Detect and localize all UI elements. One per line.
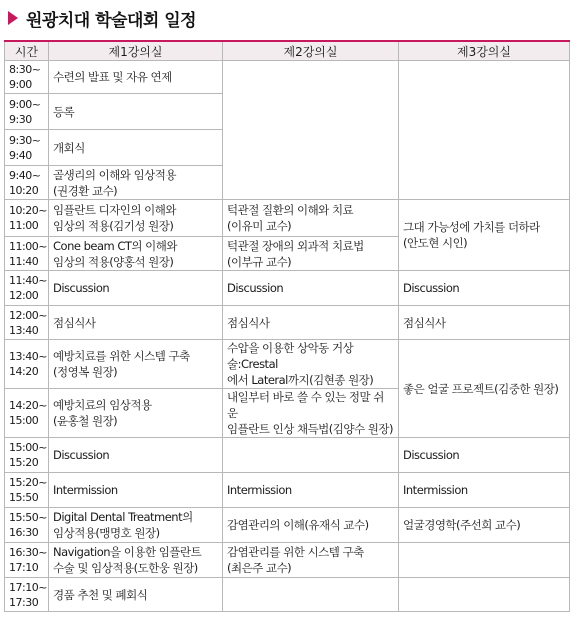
room3-session: 그대 가능성에 가치를 더하라 (안도현 시인)	[399, 200, 570, 271]
time-cell: 15:50~ 16:30	[5, 508, 49, 543]
schedule-table	[4, 40, 570, 612]
room3-empty	[399, 578, 570, 612]
room1-session: Discussion	[49, 438, 223, 473]
time-cell: 11:00~ 11:40	[5, 237, 49, 271]
time-cell: 12:00~ 13:40	[5, 306, 49, 340]
page-title: 원광치대 학술대회 일정	[26, 10, 197, 31]
room1-session: Intermission	[49, 473, 223, 508]
header-room-1: 제1강의실	[49, 41, 223, 61]
time-cell: 9:00~ 9:30	[5, 94, 49, 130]
time-cell: 10:20~ 11:00	[5, 200, 49, 237]
room1-session: Discussion	[49, 271, 223, 306]
room1-session: 경품 추천 및 폐회식	[49, 578, 223, 612]
room1-session: 개회식	[49, 130, 223, 166]
header-room-2: 제2강의실	[223, 41, 399, 61]
room1-session: 임플란트 디자인의 이해와 임상의 적용(김기성 원장)	[49, 200, 223, 237]
room2-session: 수압을 이용한 상악동 거상술:Crestal 에서 Lateral까지(김현종 원장)	[223, 340, 399, 389]
room2-session: 점심식사	[223, 306, 399, 340]
room1-session: 골생리의 이해와 임상적용 (권경환 교수)	[49, 166, 223, 200]
room2-session: 내일부터 바로 쓸 수 있는 정말 쉬운 임플란트 인상 채득법(김양수 원장)	[223, 389, 399, 438]
time-cell: 15:20~ 15:50	[5, 473, 49, 508]
room3-session: 얼굴경영학(주선희 교수)	[399, 508, 570, 543]
room3-session: Discussion	[399, 271, 570, 306]
room2-empty	[223, 438, 399, 473]
room1-session: 등록	[49, 94, 223, 130]
time-cell: 16:30~ 17:10	[5, 543, 49, 578]
time-cell: 8:30~ 9:00	[5, 61, 49, 94]
room3-session: 좋은 얼굴 프로젝트(김중한 원장)	[399, 340, 570, 438]
room1-session: 수련의 발표 및 자유 연제	[49, 61, 223, 94]
header-room-3: 제3강의실	[399, 41, 570, 61]
room2-session: 감염관리의 이해(유재식 교수)	[223, 508, 399, 543]
time-cell: 11:40~ 12:00	[5, 271, 49, 306]
room3-session: 점심식사	[399, 306, 570, 340]
time-cell: 17:10~ 17:30	[5, 578, 49, 612]
room1-session: Cone beam CT의 이해와 임상의 적용(양홍석 원장)	[49, 237, 223, 271]
room1-session: 예방치료를 위한 시스템 구축 (정영복 원장)	[49, 340, 223, 389]
room1-session: 예방치료의 임상적용 (윤홍철 원장)	[49, 389, 223, 438]
room3-empty	[399, 543, 570, 578]
triangle-bullet-icon	[8, 11, 18, 25]
room2-session: 턱관절 장애의 외과적 치료법 (이부규 교수)	[223, 237, 399, 271]
room1-session: Navigation을 이용한 임플란트 수술 및 임상적용(도한웅 원장)	[49, 543, 223, 578]
room2-session: Discussion	[223, 271, 399, 306]
time-cell: 9:30~ 9:40	[5, 130, 49, 166]
room2-session: 감염관리를 위한 시스템 구축 (최은주 교수)	[223, 543, 399, 578]
room2-session: Intermission	[223, 473, 399, 508]
time-cell: 13:40~ 14:20	[5, 340, 49, 389]
room3-session: Intermission	[399, 473, 570, 508]
header-time: 시간	[5, 41, 49, 61]
time-cell: 15:00~ 15:20	[5, 438, 49, 473]
time-cell: 14:20~ 15:00	[5, 389, 49, 438]
room3-empty	[399, 61, 570, 200]
title-bar	[8, 6, 196, 30]
time-cell: 9:40~ 10:20	[5, 166, 49, 200]
room1-session: Digital Dental Treatment의 임상적용(맹명호 원장)	[49, 508, 223, 543]
room2-session: 턱관절 질환의 이해와 치료 (이유미 교수)	[223, 200, 399, 237]
room2-empty	[223, 578, 399, 612]
room2-empty	[223, 61, 399, 200]
room3-session: Discussion	[399, 438, 570, 473]
room1-session: 점심식사	[49, 306, 223, 340]
